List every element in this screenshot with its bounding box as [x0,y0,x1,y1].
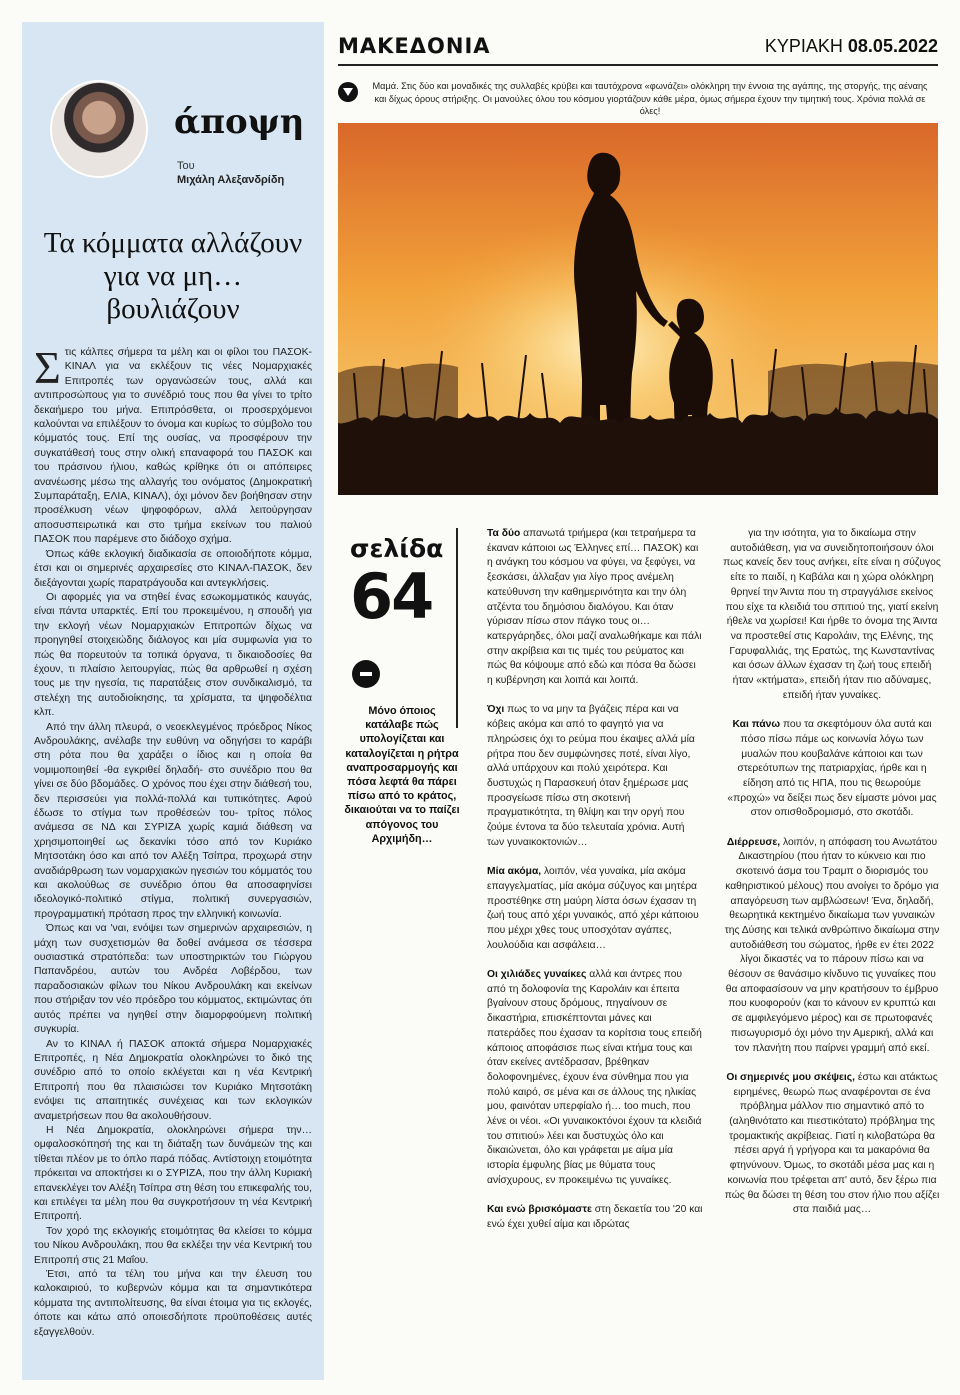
column-paragraph: Όχι πως το να μην τα βγάζεις πέρα και να κόβεις ακόμα και από το φαγητό για να πληρώσεις όχι το ρεύμα που έκαψες αλλά μία ρήτρα που δεν συμφώνησες ποτέ, είναι λίγο, αλλά υπάρχουν και πολύ χειρότερα. Και δυστυχώς η Παρασκευή όταν ξημέρωσε μας προσγείωσε πίσω στη σκοτεινή πραγματικότητα, τη θλίψη και την οργή που ζούμε έντονα τα δύο τελευταία χρόνια. Αυτή των γυναικοκτονιών… [487,704,695,848]
paper-name: ΜΑΚΕΔΟΝΙΑ [338,34,491,58]
mother-child-silhouette-image [338,123,938,495]
author-photo [50,80,148,178]
byline-prefix: Του [177,160,195,172]
column-paragraph: Και πάνω που τα σκεφτόμουν όλα αυτά και πόσο πίσω πάμε ως κοινωνία λόγω των μυαλών που κουβαλάνε κάποιοι και των στερεότυπων της πατριαρχίας, ήρθε και η είδηση από τις ΗΠΑ, που τις θεωρούμε «προχώ» να δείξει πως δεν είμαστε μόνοι μας στον οπισθοδρομισμό, στο σκοτάδι. [727,719,937,819]
opinion-paragraph: Τον χορό της εκλογικής ετοιμότητας θα κλείσει το κόμμα του Νίκου Ανδρουλάκη, που θα εκλέξει την νέα Κεντρική του Επιτροπή στις 21 Μαΐου. [34,1225,312,1266]
masthead [338,34,938,66]
column-paragraph: Διέρρευσε, λοιπόν, η απόφαση του Ανωτάτου Δικαστηρίου (που ήταν το κύκνειο και πιο σκοτεινό άσμα του Τραμπ ο διορισμός του καθηριστικού μέλους) που ανοίγει το δρόμο για απαγόρευση των αμβλώσεων! Ένα, δηλαδή, θεωρητικά κεκτημένο δικαίωμα των γυναικών της Δύσης και τελικά ανθρώπινο δικαίωμα στην αυτοδιάθεση του σώματος, ήρθε εν έτει 2022 λίγοι δικαστές να το πάρουν πίσω και να θέσουν σε θανάσιμο κίνδυνο τις γυναίκες που θα αποφασίσουν να μην κρατήσουν το έμβρυο που κυοφορούν (και το κάνουν εν κρυπτώ και σε αμφιλεγόμενο μέρος) και σε πρωτοφανές πισωγυρισμό όχι μόνο την Αμερική, αλλά και τον πλανήτη που παίρνει γραμμή από εκεί. [724,836,940,1054]
photo-caption: Μαμά. Στις δύο και μοναδικές της συλλαβές κρύβει και ταυτόχρονα «φωνάζει» ολόκληρη την έννοια της αγάπης, της στοργής, της αέναης και δίχως όρους στήριξης. Οι μανούλες όλου του κόσμου γιορτάζουν κάθε μέρα, όμως σήμερα έχουν την τιμητική τους. Χρόνια πολλά σε όλες! [372,81,928,116]
opinion-paragraph: Η Νέα Δημοκρατία, ολοκληρώνει σήμερα την… ομφαλοσκόπησή της και τη διάταξη των δυνάμεών της και τίθεται πλέον με το όπλο παρά πόδας. Αντίστοιχη ετοιμότητα πρόκειται να αποκτήσει κι ο ΣΥΡΙΖΑ, που την άλλη Κυριακή επανεκλέγει τον Αλέξη Τσίπρα στη θέση του επικεφαλής του, και επιλέγει τα μέλη που θα συγκροτήσουν τη νέα Κεντρική Επιτροπή. [34,1124,312,1223]
author-name: Μιχάλη Αλεξανδρίδη [177,174,285,186]
opinion-paragraph: Όπως κάθε εκλογική διαδικασία σε οποιοδήποτε κόμμα, έτσι και οι σημερινές αρχαιρεσίες στο ΚΙΝΑΛ-ΠΑΣΟΚ, δεν διεξάγονται χωρίς παρατράγουδα και αντεγκλήσεις. [34,548,312,589]
column-paragraph: Και ενώ βρισκόμαστε στη δεκαετία του '20 και ενώ έχει χυθεί αίμα και ιδρώτας [487,1204,703,1230]
opinion-paragraph: Από την άλλη πλευρά, ο νεοεκλεγμένος πρόεδρος Νίκος Ανδρουλάκης, ανέλαβε την ευθύνη να οδηγήσει το καράβι στη ρότα που θα χαράξει ο ίδιος και η οποία θα νομιμοποιηθεί -θα εγκριθεί δηλαδή- στο συνέδριο που θα γίνει σε δύο βδομάδες. Ο χρόνος που έχει στην διάθεσή του, δεν περισσεύει για πολλά-πολλά και τυπικότητες. Αφού έδωσε το στίγμα των προθέσεών του- τρίτος πόλος ανάμεσα σε ΝΔ και ΣΥΡΙΖΑ χωρίς καμιά διάθεση να χρησιμοποιηθεί ως δεκανίκι τόσο από τον Κυριάκο Μητσοτάκη όσο και από τον Αλέξη Τσίπρα, προχωρά στην αναδιάρθρωση των νομαρχιακών ηγεσιών του κόμματός του και ακολούθως σε συνέδριο όπου θα αποσαφηνίσει ιδεολογικό-πολιτικό στίγμα, πολιτική συνεργασιών, προγραμματική πρόταση προς την ελληνική κοινωνία. [34,721,312,920]
opinion-body [34,342,312,1340]
section-label: άποψη [174,102,305,142]
opinion-paragraph: Αν το ΚΙΝΑΛ ή ΠΑΣΟΚ αποκτά σήμερα Νομαρχιακές Επιτροπές, η Νέα Δημοκρατία ολοκληρώνει το δικό της συνέδριο από το οποίο εκλέγεται και η νέα Κεντρική Επιτροπή που θα πλαισιώσει τον Κυριάκο Μητσοτάκη ενόψει τις απαιτητικές συνέχειας και των εκλογικών αναμετρήσεων που θα ακολουθήσουν. [34,1038,312,1122]
minus-icon [352,660,380,688]
column-paragraph: Οι σημερινές μου σκέψεις, έστω και ατάκτως ειρημένες, θεωρώ πως αναφέρονται σε ένα πρόβλημα μάλλον πιο σημαντικό από το (αληθινότατο και πιεστικότατο) πρόβλημα της τρομακτικής ακρίβειας. Γιατί η κιλοβατώρα θα πέσει αργά ή γρήγορα και τα μακαρόνια θα φτηνύνουν. Όμως, το σκοτάδι μέσα μας και η κοινωνία που τρέφεται απ' αυτό, δεν ξέρω πια πώς θα δώσει τη θέση του στον ήλιο που αξίζει στα παιδιά μας… [724,1071,940,1216]
column-paragraph: Μία ακόμα, λοιπόν, νέα γυναίκα, μία ακόμα επαγγελματίας, μία ακόμα σύζυγος και μητέρα προστέθηκε στη μαύρη λίστα όσων έχασαν τη ζωή τους από χέρι γυναικός, από χέρι κάποιου που μέχρι χθες τους υποσχόταν αγάπες, λουλούδια και ασφάλεια… [487,866,699,951]
chevron-down-icon [338,82,358,102]
issue-date [765,36,938,57]
column-paragraph: Οι χιλιάδες γυναίκες αλλά και άντρες που από τη δολοφονία της Καρολάιν και έπειτα βγαίνουν στους δρόμους, πηγαίνουν σε δικαστήρια, επισκέπτονται μάνες και πατεράδες που έχασαν τα κορίτσια τους επειδή κάποιος αποφάσισε πως είναι κτήμα τους και όταν εκείνες αντέδρασαν, βρέθηκαν δολοφονημένες, έχουν ένα σύνθημα που για πολύ καιρό, σε μένα και σε άλλους της ηλικίας μου, φαινόταν υπερφίαλο ή… too much, που λένε οι νέοι. «Οι γυναικοκτόνοι έχουν τα κλειδιά του σπιτιού» λέει και δυστυχώς όλο και δικαιώνεται, όλο και γράφεται με αίμα μία ιστορία έμφυλης βίας με θύματα τους ανίσχυρους, εν προκειμένω τις γυναίκες. [487,969,702,1186]
opinion-paragraph: Όπως και να 'ναι, ενόψει των σημερινών αρχαιρεσιών, η μάχη των συσχετισμών θα δοθεί ανάμεσα σε τέσσερα ουσιαστικά στρατόπεδα: των υποστηρικτών του Γιώργου Παπανδρέου, αυτών του Ανδρέα Λοβέρδου, των παραδοσιακών φίλων του Νίκου Ανδρουλάκη και εκείνων που στήριξαν τον νέο πρόεδρο του κόμματος, εκτιμώντας ότι αυτός πρέπει να ηγηθεί στην διαμορφούμενη πολιτική συγκυρία. [34,923,312,1036]
feature-photo [338,123,938,495]
column-paragraph: για την ισότητα, για το δικαίωμα στην αυτοδιάθεση, για να συνειδητοποιήσουν όλοι πως κανείς δεν τους ανήκει, είτε είναι η σύζυγος είτε το παιδί, η Καβάλα και η χώρα ολόκληρη θρηνεί την Άιντα που τη στραγγάλισε εκείνος που είχε τα κλειδιά του σπιτιού της, γιατί εκείνη ήθελε να χωρίσει! Και ήρθε το όνομα της Άιντα να προστεθεί στις Καρολάιν, της Ελένης, της Γαρυφαλλιάς, της Ερατώς, της Κωνσταντίνας και όσων άλλων έχασαν τη ζωή τους επειδή ήταν «κτήματα», επειδή ήταν πιο αδύναμες, επειδή ήταν γυναίκες. [723,528,941,701]
drop-cap: Σ [34,342,61,393]
opinion-paragraph: Στις κάλπες σήμερα τα μέλη και οι φίλοι του ΠΑΣΟΚ- ΚΙΝΑΛ για να εκλέξουν τις νέες Νομαρχιακές Επιτροπές των οργανώσεών τους, αλλά και αντιπροσώπους για το συνέδριό τους που θα γίνει το τρίτο δεκαήμερο του μήνα. Επιπρόσθετα, οι προσερχόμενοι καλούνται να επιλέξουν το όνομα και κυρίως το σύμβολο του κόμματός τους. Επί της ουσίας, να προσφέρουν την συγκατάθεσή τους στην ολική επαναφορά του ΠΑΣΟΚ και του πράσινου ήλιου, καθώς κρίθηκε ότι οι απόπειρες ανανέωσης μέσω της αλλαγής του ονόματος (Δημοκρατική Συμπαράταξη, ΕΛΙΑ, ΚΙΝΑΛ), όχι μόνον δεν βοήθησαν στην προσέλκυση νέων ψηφοφόρων, αλλά λειτούργησαν αποσυσπειρωτικά και στο τμήμα εκείνων του παλιού ΠΑΣΟΚ που παρέμενε στο διάδοχο σχήμα. [34,342,312,546]
headline-line-1: Τα κόμματα αλλάζουν [43,227,303,259]
issue-day: ΚΥΡΙΑΚΗ [764,36,843,56]
opinion-paragraph: Οι αφορμές για να στηθεί ένας εσωκομματικός καυγάς, είναι πάντα υπαρκτές. Επί του προκειμένου, η σπουδή για την εκλογή νέων Νομαρχιακών Επιτροπών δίχως να προηγηθεί στοιχειώδης διάλογος και μία συμφωνία για το πώς θα πορευτούν τα τοπικά όργανα, τι δικαιοδοσίες θα έχουν, τι πλαίσιο λειτουργίας, πώς θα αρθρωθεί η σχέση τους με την ηγεσία, τις παρατάξεις στον συνδικαλισμό, τα στελέχη της αυτοδιοίκησης, τα χρίσματα, τα ψηφοδέλτια κλπ. [34,591,312,719]
column-paragraph: Τα δύο απανωτά τριήμερα (και τετραήμερα τα έκαναν κάποιοι ως Έλληνες επί… ΠΑΣΟΚ) και η ανάγκη του κόσμου να φύγει, να ξεφύγει, να ξεσκάσει, άλλαξαν για λίγο προς ανέμελη κατεύθυνση την καθημερινότητα και την όλη ατζέντα του δημόσιου διαλόγου. Και όταν γύρισαν πίσω στον πάγκο τους οι… κατεργάρηδες, όλοι μαζί αναλωθήκαμε και πάλι στην ακρίβεια και τις τιμές του ρεύματος και πώς θα κόψουμε από εδώ και πόσα θα δώσει η κυβέρνηση και λοιπά και λοιπά. [487,528,702,687]
issue-date-value: 08.05.2022 [847,36,938,56]
page-number: 64 [350,560,433,633]
column-right [723,527,941,1233]
sidebox-rule [456,528,458,728]
teaser-text: Μόνο όποιος κατάλαβε πώς υπολογίζεται και καταλογίζεται η ρήτρα αναπροσαρμογής και πόσα λεφτά θα πάρει πίσω από το κράτος, δικαιούται να το παίζει απόγονος του Αρχιμήδη… [344,705,460,845]
opinion-column [22,22,324,1380]
opinion-headline [34,227,312,326]
page-word: σελίδα [350,534,444,563]
opinion-paragraph: Έτσι, από τα τέλη του μήνα και την έλευση του καλοκαιριού, το κυβερνών κόμμα και τα σημαντικότερα κόμματα της αντιπολίτευσης, θα είναι έτοιμα για τις εκλογές, όποτε και κάτω από οποιεσδήποτε προϋποθέσεις αυτές εξαγγελθούν. [34,1269,312,1338]
opinion-header [34,22,312,207]
column-middle [487,527,703,1247]
headline-line-2: για να μη… βουλιάζουν [103,260,243,325]
